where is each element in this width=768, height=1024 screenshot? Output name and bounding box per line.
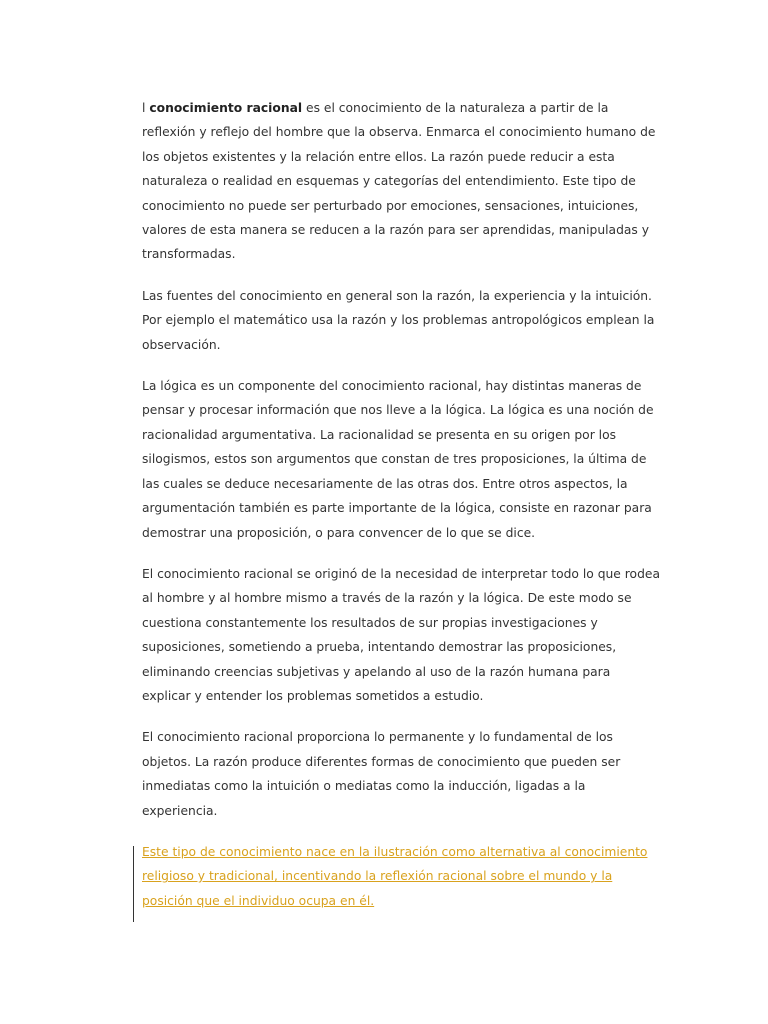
blockquote [142,840,662,913]
paragraph-1 [142,96,662,267]
blockquote-bar [133,846,134,922]
paragraph-2: Las fuentes del conocimiento en general son la razón, la experiencia y la intuición. Por ejemplo el matemático usa la razón y los problemas antropológicos emplean la observación. [142,288,655,352]
paragraph-3: La lógica es un componente del conocimiento racional, hay distintas maneras de pensar y procesar información que nos lleve a la lógica. La lógica es una noción de racionalidad argumentativa. La racionalidad se presenta en su origen por los silogismos, estos son argumentos que constan de tres proposiciones, la última de las cuales se deduce necesariamente de las otras dos. Entre otros aspectos, la argumentación también es parte importante de la lógica, consiste en razonar para demostrar una proposición, o para convencer de lo que se dice. [142,379,654,540]
paragraph-5: El conocimiento racional proporciona lo permanente y lo fundamental de los objetos. La razón produce diferentes formas de conocimiento que pueden ser inmediatas como la intuición o mediatas como la inducción, ligadas a la experiencia. [142,730,621,818]
article-body [142,96,662,913]
paragraph-4: El conocimiento racional se originó de la necesidad de interpretar todo lo que rodea al hombre y al hombre mismo a través de la razón y la lógica. De este modo se cuestiona constantemente los resultados de sur propias investigaciones y suposiciones, sometiendo a prueba, intentando demostrar las proposiciones, eliminando creencias subjetivas y apelando al uso de la razón humana para explicar y entender los problemas sometidos a estudio. [142,566,660,703]
paragraph-1-text: es el conocimiento de la naturaleza a partir de la reflexión y reflejo del hombre que la observa. Enmarca el conocimiento humano de los objetos existentes y la relación entre ellos. La razón puede reducir a esta naturaleza o realidad en esquemas y categorías del entendimiento. Este tipo de conocimiento no puede ser perturbado por emociones, sensaciones, intuiciones, valores de esta manera se reducen a la razón para ser aprendidas, manipuladas y transformadas. [142,101,656,262]
paragraph-1-bold-term: conocimiento racional [149,101,303,115]
blockquote-link[interactable]: Este tipo de conocimiento nace en la ilustración como alternativa al conocimiento religioso y tradicional, incentivando la reflexión racional sobre el mundo y la posición que el individuo ocupa en él. [142,844,648,908]
paragraph-1-lead: l [142,101,150,115]
